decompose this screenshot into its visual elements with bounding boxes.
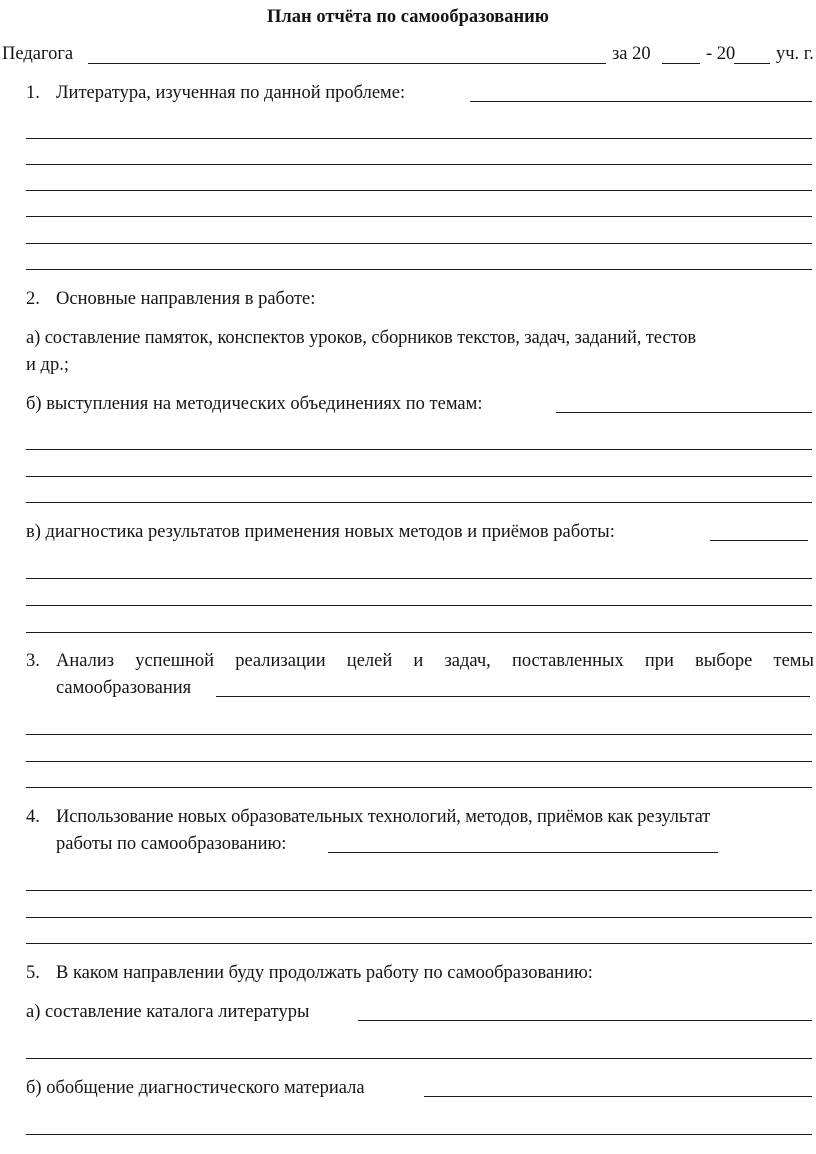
section3-word: темы bbox=[773, 651, 814, 671]
diagnostics-line[interactable] bbox=[26, 578, 812, 579]
section2-item-b: б) выступления на методических объединениях по темам: bbox=[26, 394, 483, 414]
literature-line[interactable] bbox=[26, 190, 812, 191]
literature-field[interactable] bbox=[470, 101, 812, 102]
year-start-field[interactable] bbox=[662, 63, 700, 64]
topics-line[interactable] bbox=[26, 476, 812, 477]
school-year-label: уч. г. bbox=[776, 44, 814, 64]
section2-item-a: а) составление памяток, конспектов уроков, сборников текстов, задач, заданий, тестов bbox=[26, 328, 696, 348]
section4-heading: Использование новых образовательных технологий, методов, приёмов как результат bbox=[56, 807, 711, 827]
section3-number: 3. bbox=[26, 651, 40, 671]
section5-number: 5. bbox=[26, 963, 40, 983]
year-end-field[interactable] bbox=[734, 63, 770, 64]
literature-line[interactable] bbox=[26, 269, 812, 270]
catalog-line[interactable] bbox=[26, 1058, 812, 1059]
section1-number: 1. bbox=[26, 83, 40, 103]
section3-heading-cont: самообразования bbox=[56, 678, 192, 698]
analysis-line[interactable] bbox=[26, 761, 812, 762]
topics-field[interactable] bbox=[556, 412, 812, 413]
section3-word: поставленных bbox=[511, 651, 624, 671]
technologies-field[interactable] bbox=[328, 852, 718, 853]
analysis-line[interactable] bbox=[26, 734, 812, 735]
section3-word: и bbox=[413, 651, 424, 671]
page-title: План отчёта по самообразованию bbox=[267, 7, 549, 27]
section5-item-a: а) составление каталога литературы bbox=[26, 1002, 310, 1022]
section4-heading-cont: работы по самообразованию: bbox=[56, 834, 287, 854]
section3-heading bbox=[56, 650, 814, 672]
section3-word: при bbox=[644, 651, 674, 671]
section2-item-c: в) диагностика результатов применения новых методов и приёмов работы: bbox=[26, 522, 615, 542]
analysis-field[interactable] bbox=[216, 696, 810, 697]
technologies-line[interactable] bbox=[26, 943, 812, 944]
section3-word: целей bbox=[346, 651, 393, 671]
section2-item-a-cont: и др.; bbox=[26, 355, 69, 375]
section2-heading: Основные направления в работе: bbox=[56, 289, 316, 309]
year-prefix-label: за 20 bbox=[612, 44, 651, 64]
section3-word: Анализ bbox=[56, 651, 115, 671]
diagnostic-material-field[interactable] bbox=[424, 1096, 812, 1097]
technologies-line[interactable] bbox=[26, 917, 812, 918]
section3-word: реализации bbox=[235, 651, 326, 671]
section1-heading: Литература, изученная по данной проблеме: bbox=[56, 83, 406, 103]
section3-word: выборе bbox=[695, 651, 753, 671]
literature-line[interactable] bbox=[26, 243, 812, 244]
catalog-field[interactable] bbox=[358, 1020, 812, 1021]
literature-line[interactable] bbox=[26, 138, 812, 139]
analysis-line[interactable] bbox=[26, 787, 812, 788]
diagnostics-line[interactable] bbox=[26, 605, 812, 606]
technologies-line[interactable] bbox=[26, 890, 812, 891]
teacher-name-field[interactable] bbox=[88, 63, 606, 64]
literature-line[interactable] bbox=[26, 164, 812, 165]
literature-line[interactable] bbox=[26, 216, 812, 217]
diagnostic-material-line[interactable] bbox=[26, 1134, 812, 1135]
teacher-label: Педагога bbox=[2, 44, 74, 64]
section3-word: успешной bbox=[135, 651, 215, 671]
topics-line[interactable] bbox=[26, 449, 812, 450]
diagnostics-field[interactable] bbox=[710, 540, 808, 541]
section5-item-b: б) обобщение диагностического материала bbox=[26, 1078, 365, 1098]
section3-word: задач, bbox=[444, 651, 491, 671]
section4-number: 4. bbox=[26, 807, 40, 827]
topics-line[interactable] bbox=[26, 502, 812, 503]
year-dash-label: - 20 bbox=[706, 44, 736, 64]
section5-heading: В каком направлении буду продолжать работу по самообразованию: bbox=[56, 963, 593, 983]
section2-number: 2. bbox=[26, 289, 40, 309]
diagnostics-line[interactable] bbox=[26, 632, 812, 633]
